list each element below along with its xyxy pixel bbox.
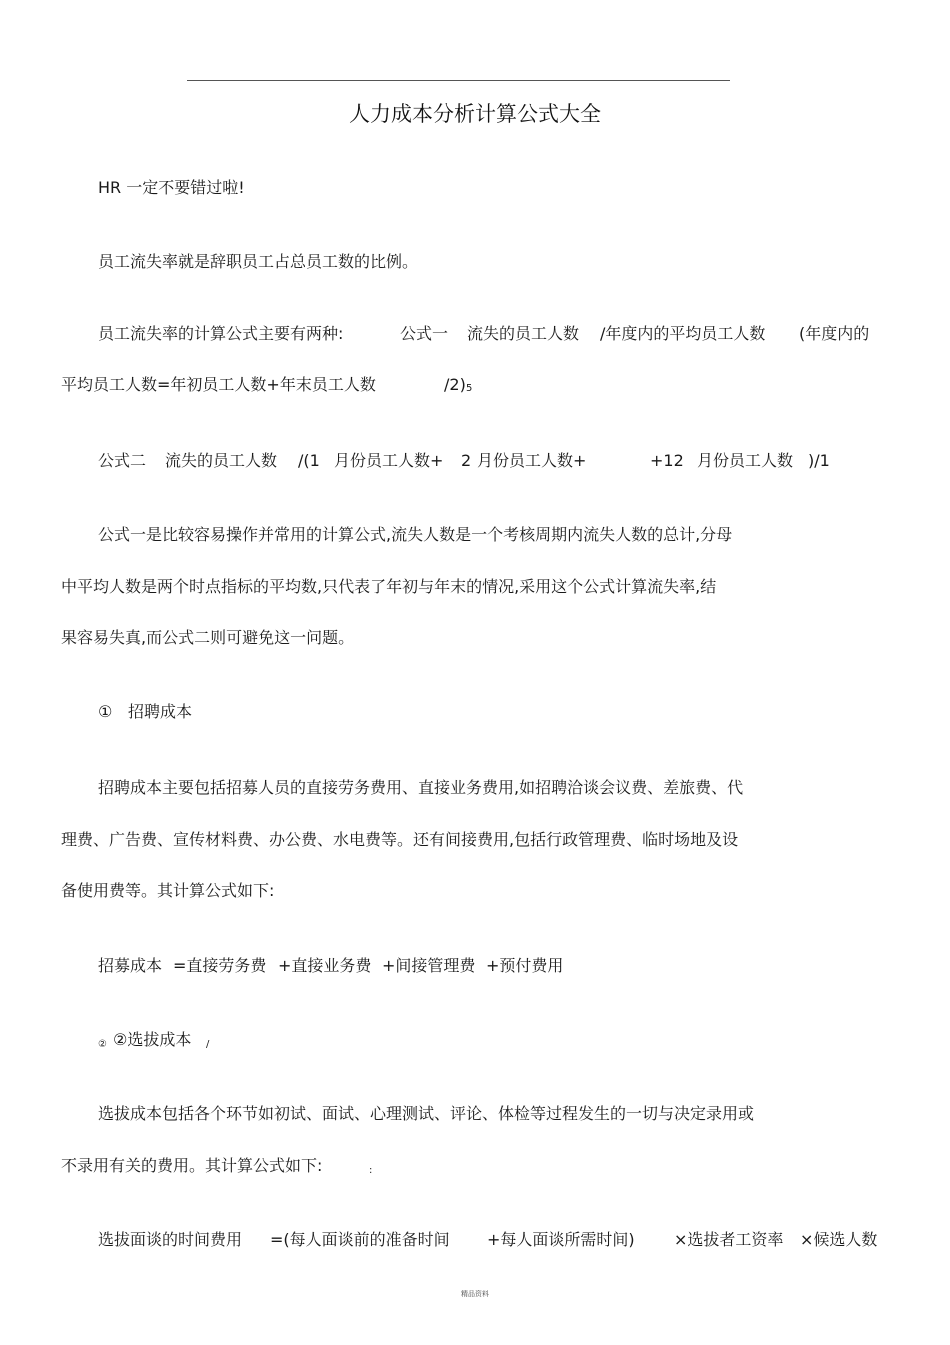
formula-intro: 员工流失率的计算公式主要有两种: [98,324,344,343]
selection-formula-term: 选拔面谈的时间费用 [98,1230,243,1249]
formula-one-note-start: (年度内的 [799,324,870,343]
page-title: 人力成本分析计算公式大全 [349,102,601,126]
recruit-formula-prepaid: +预付费用 [486,956,564,975]
formula-two-month2: 月份员工人数+ [477,451,587,470]
formula-one-note: 平均员工人数=年初员工人数+年末员工人数 [61,375,376,394]
header-rule [187,80,730,81]
formula-two-close: )/1 [808,451,830,470]
formula-two-month12-num: +12 [650,451,684,470]
comparison-line-3: 果容易失真,而公式二则可避免这一问题。 [61,628,355,647]
formula-two-numerator: 流失的员工人数 [165,451,278,470]
section-2-mark: / [206,1039,210,1050]
comparison-line-1: 公式一是比较容易操作并常用的计算公式,流失人数是一个考核周期内流失人数的总计,分母 [98,525,733,544]
recruit-formula-term: 招募成本 [98,956,163,975]
recruit-formula-labor: =直接劳务费 [173,956,267,975]
formula-one-label: 公式一 [400,324,449,343]
selection-formula-prep: =(每人面谈前的准备时间 [270,1230,450,1249]
formula-one-numerator: 流失的员工人数 [467,324,580,343]
turnover-definition: 员工流失率就是辞职员工占总员工数的比例。 [98,252,419,271]
formula-two-open: /(1 [298,451,320,470]
selection-cost-mark: : [369,1165,373,1176]
selection-cost-line-1: 选拔成本包括各个环节如初试、面试、心理测试、评论、体检等过程发生的一切与决定录用或 [98,1104,755,1123]
section-2-small-number: ② [98,1039,107,1050]
recruit-cost-line-1: 招聘成本主要包括招募人员的直接劳务费用、直接业务费用,如招聘洽谈会议费、差旅费、代 [98,778,744,797]
formula-two-label: 公式二 [98,451,147,470]
formula-one-stray-digit: 5 [466,383,473,394]
selection-formula-wage: ×选拔者工资率 [674,1230,784,1249]
recruit-cost-line-3: 备使用费等。其计算公式如下: [61,881,275,900]
intro-line: HR 一定不要错过啦! [98,178,245,197]
recruit-formula-admin: +间接管理费 [382,956,476,975]
recruit-formula-business: +直接业务费 [278,956,372,975]
formula-two-month1: 月份员工人数+ [334,451,444,470]
formula-one-denominator: /年度内的平均员工人数 [600,324,766,343]
selection-formula-interview: +每人面谈所需时间) [487,1230,635,1249]
footer-text: 精品资料 [461,1290,489,1298]
selection-formula-candidates: ×候选人数 [800,1230,878,1249]
recruit-cost-line-2: 理费、广告费、宣传材料费、办公费、水电费等。还有间接费用,包括行政管理费、临时场地及设 [61,830,739,849]
section-1-number: ① [98,702,113,721]
section-2-heading: ②选拔成本 [113,1030,192,1049]
formula-two-month12: 月份员工人数 [697,451,794,470]
formula-one-note-end: /2) [444,375,466,394]
selection-cost-line-2: 不录用有关的费用。其计算公式如下: [61,1156,323,1175]
comparison-line-2: 中平均人数是两个时点指标的平均数,只代表了年初与年末的情况,采用这个公式计算流失率,结 [61,577,717,596]
section-1-heading: 招聘成本 [128,702,193,721]
formula-two-month2-num: 2 [461,451,472,470]
